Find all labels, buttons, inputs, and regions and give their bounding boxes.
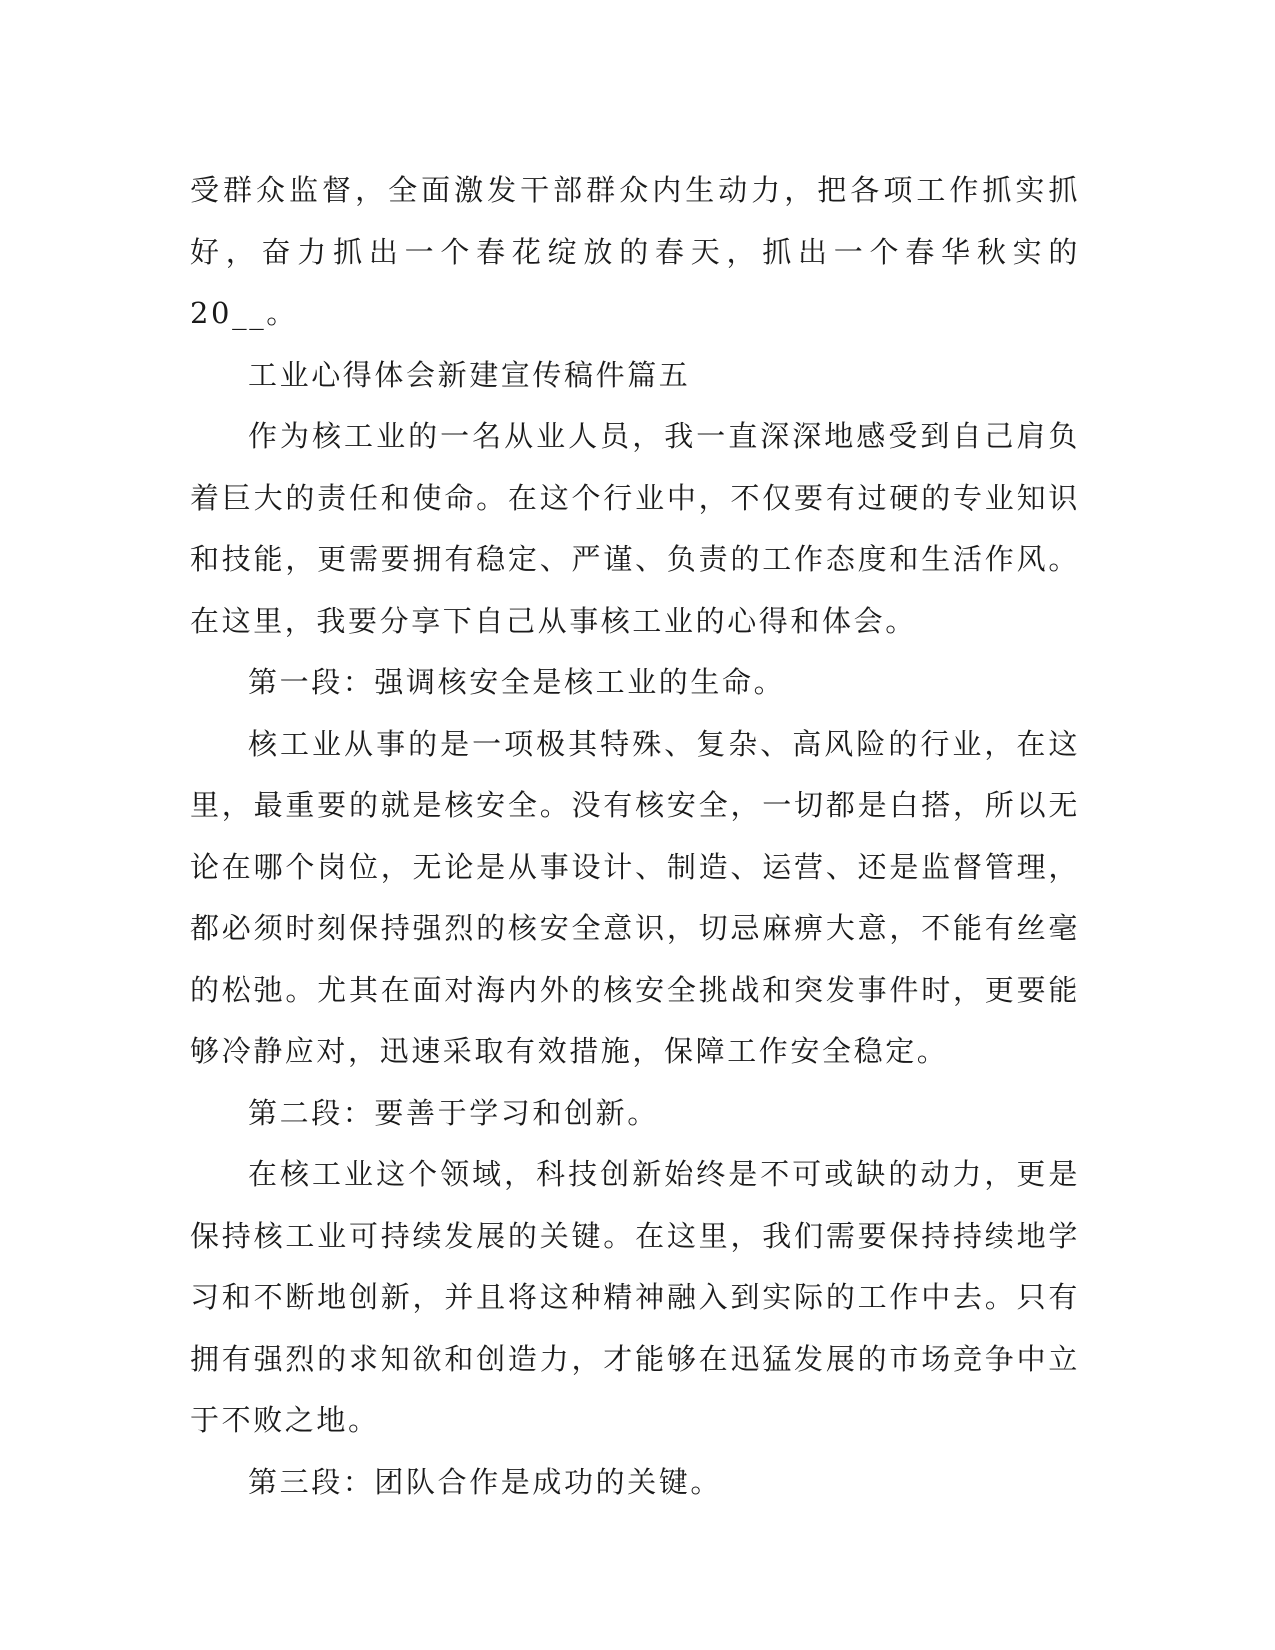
subheading-part-one: 第一段：强调核安全是核工业的生命。 [248,665,786,699]
paragraph-part-two: 在核工业这个领域，科技创新始终是不可或缺的动力，更是保持核工业可持续发展的关键。在这里，我们需要保持持续地学习和不断地创新，并且将这种精神融入到实际的工作中去。只有拥有强烈的求知欲和创造力，才能够在迅猛发展的市场竞争中立于不败之地。 [190,1157,1080,1437]
section-heading: 工业心得体会新建宣传稿件篇五 [248,357,691,392]
subheading-part-three: 第三段：团队合作是成功的关键。 [248,1464,723,1499]
document-body [190,160,1080,1513]
paragraph-intro: 作为核工业的一名从业人员，我一直深深地感受到自己肩负着巨大的责任和使命。在这个行业中，不仅要有过硬的专业知识和技能，更需要拥有稳定、严谨、负责的工作态度和生活作风。在这里，我要分享下自己从事核工业的心得和体会。 [190,419,1080,638]
paragraph-continuation: 受群众监督，全面激发干部群众内生动力，把各项工作抓实抓好，奋力抓出一个春花绽放的春天，抓出一个春华秋实的20__。 [190,173,1080,330]
paragraph-part-one: 核工业从事的是一项极其特殊、复杂、高风险的行业，在这里，最重要的就是核安全。没有核安全，一切都是白搭，所以无论在哪个岗位，无论是从事设计、制造、运营、还是监督管理，都必须时刻保持强烈的核安全意识，切忌麻痹大意，不能有丝毫的松弛。尤其在面对海内外的核安全挑战和突发事件时，更要能够冷静应对，迅速采取有效措施，保障工作安全稳定。 [190,726,1080,1068]
subheading-part-two: 第二段：要善于学习和创新。 [248,1095,659,1130]
